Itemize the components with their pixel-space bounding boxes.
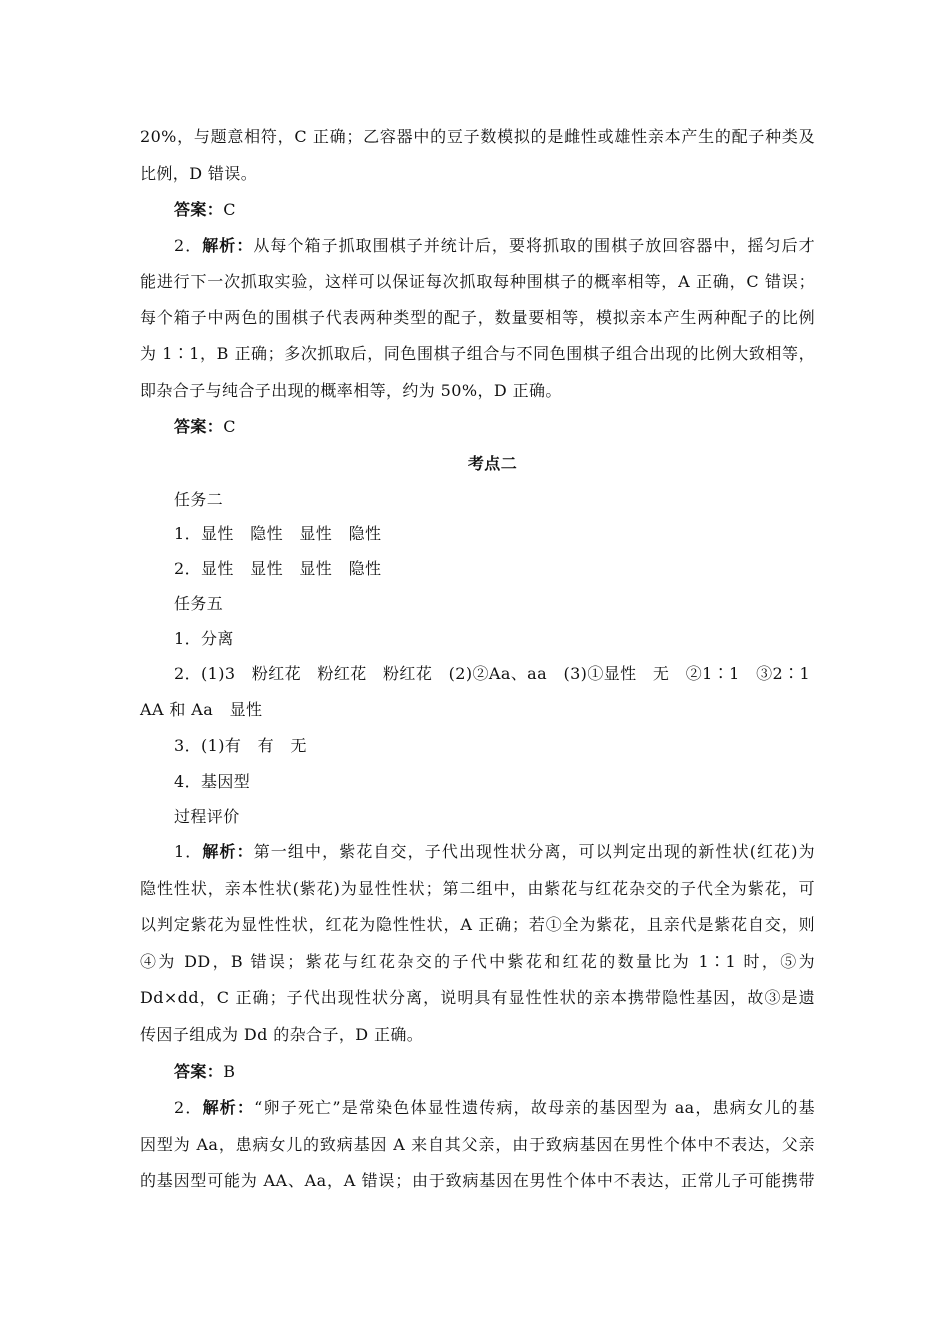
list-item: 3．(1)有 有 无 <box>174 736 307 755</box>
paragraph-line: 即杂合子与纯合子出现的概率相等，约为 50%，D 正确。 <box>140 381 562 400</box>
paragraph-line: 为 1∶1，B 正确；多次抓取后，同色围棋子组合与不同色围棋子组合出现的比例大致相等， <box>140 344 815 363</box>
paragraph-line: 2．解析：“卵子死亡”是常染色体显性遗传病，故母亲的基因型为 aa，患病女儿的基 <box>174 1098 815 1117</box>
paragraph-line: 以判定紫花为显性性状，红花为隐性性状，A 正确；若①全为紫花，且亲代是紫花自交，则 <box>140 915 815 934</box>
task-heading: 任务五 <box>174 594 224 613</box>
paragraph-line: 2．解析：从每个箱子抓取围棋子并统计后，要将抓取的围棋子放回容器中，摇匀后才 <box>174 236 816 255</box>
paragraph-line: 隐性性状，亲本性状(紫花)为显性性状；第二组中，由紫花与红花杂交的子代全为紫花，可 <box>140 879 815 898</box>
answer-line: 答案：C <box>174 417 236 436</box>
list-item: 1．分离 <box>174 629 234 648</box>
answer-line: 答案：C <box>174 200 236 219</box>
paragraph-line: Dd×dd，C 正确；子代出现性状分离，说明具有显性性状的亲本携带隐性基因，故③是遗 <box>140 988 815 1007</box>
answer-line: 答案：B <box>174 1062 236 1081</box>
paragraph-line: 每个箱子中两色的围棋子代表两种类型的配子，数量要相等，模拟亲本产生两种配子的比例 <box>140 308 815 327</box>
list-item: 1．显性 隐性 显性 隐性 <box>174 524 382 543</box>
task-heading: 任务二 <box>174 490 224 509</box>
paragraph-line: 的基因型可能为 AA、Aa，A 错误；由于致病基因在男性个体中不表达，正常儿子可能携带 <box>140 1171 815 1190</box>
list-item: 2．显性 显性 显性 隐性 <box>174 559 382 578</box>
paragraph-line: 20%，与题意相符，C 正确；乙容器中的豆子数模拟的是雌性或雄性亲本产生的配子种类及 <box>140 127 815 146</box>
list-item: AA 和 Aa 显性 <box>140 700 263 719</box>
list-item: 4．基因型 <box>174 772 251 791</box>
paragraph-line: 比例，D 错误。 <box>140 164 258 183</box>
paragraph-line: 1．解析：第一组中，紫花自交，子代出现性状分离，可以判定出现的新性状(红花)为 <box>174 842 815 861</box>
list-item: 2．(1)3 粉红花 粉红花 粉红花 (2)②Aa、aa (3)①显性 无 ②1∶1 ③2∶1 <box>174 664 811 683</box>
paragraph-line: 因型为 Aa，患病女儿的致病基因 A 来自其父亲，由于致病基因在男性个体中不表达，父亲 <box>140 1135 815 1154</box>
section-heading: 考点二 <box>467 454 518 473</box>
paragraph-line: 传因子组成为 Dd 的杂合子，D 正确。 <box>140 1025 424 1044</box>
section-subheading: 过程评价 <box>174 807 240 826</box>
paragraph-line: 能进行下一次抓取实验，这样可以保证每次抓取每种围棋子的概率相等，A 正确，C 错误； <box>140 272 815 291</box>
paragraph-line: ④为 DD，B 错误；紫花与红花杂交的子代中紫花和红花的数量比为 1∶1 时，⑤为 <box>140 952 815 971</box>
